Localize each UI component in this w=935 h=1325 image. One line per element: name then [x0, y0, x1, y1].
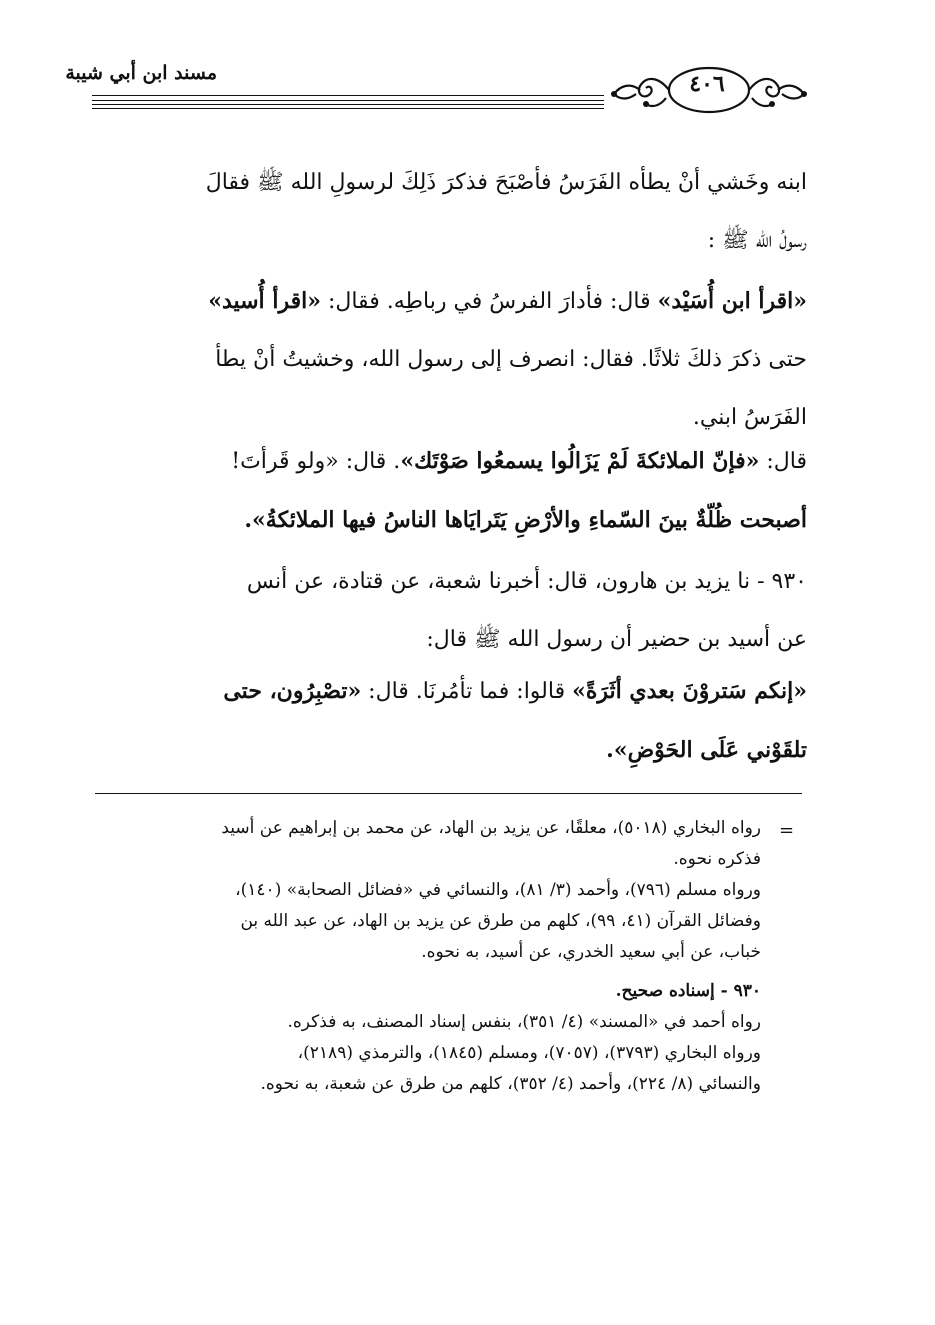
footnote-line: رواه أحمد في «المسند» (٤/ ٣٥١)، بنفس إسناد المصنف، به فذكره. [287, 1012, 761, 1032]
quote-bold: «فإنّ الملائكةَ لَمْ يَزَالُوا يسمعُوا صَوْتَك» [400, 448, 760, 474]
paragraph [95, 272, 807, 447]
footnote-line: خباب، عن أبي سعيد الخدري، عن أسيد، به نحوه. [421, 942, 761, 962]
footnote-line: والنسائي (٨/ ٢٢٤)، وأحمد (٤/ ٣٥٢)، كلهم من طرق عن شعبة، به نحوه. [260, 1074, 761, 1094]
footnote-line: ورواه مسلم (٧٩٦)، وأحمد (٣/ ٨١)، والنسائي في «فضائل الصحابة» (١٤٠)، [235, 880, 761, 900]
text-line: «اقرأ ابن أُسَيْد» قال: فأدارَ الفرسُ في رباطِه. فقال: «اقرأ أُسيد» [208, 288, 807, 314]
footnote-separator [95, 793, 802, 794]
page-number: ٤٠٦ [689, 71, 725, 97]
running-head-title: مسند ابن أبي شيبة [65, 62, 217, 84]
text-line: عن أسيد بن حضير أن رسول الله ﷺ قال: [426, 627, 807, 652]
paragraph [95, 154, 807, 270]
quote-bold: «اقرأ ابن أُسَيْد» [657, 288, 807, 314]
quote-bold: «تصْبِرُون، حتى [223, 678, 362, 704]
footnote-line: رواه البخاري (٥٠١٨)، معلقًا، عن يزيد بن الهاد، عن محمد بن إبراهيم عن أسيد [221, 818, 761, 838]
quote-bold: «اقرأ أُسيد» [208, 288, 321, 314]
text-line: ابنه وخَشي أنْ يطأه الفَرَسُ فأصْبَحَ فذكرَ ذَلِكَ لرسولِ الله ﷺ فقالَ [205, 170, 807, 195]
footnote-line: فذكره نحوه. [673, 849, 761, 869]
header-rule [92, 104, 604, 105]
header-rule [92, 108, 604, 109]
text-line: «إنكم سَتروْنَ بعدي أثَرَةً» قالوا: فما تأمُرنَا. قال: «تصْبِرُون، حتى [223, 678, 807, 704]
text-line: تلقَوْني عَلَى الحَوْضِ». [606, 737, 807, 763]
text-line: الفَرَسُ ابني. [692, 405, 807, 430]
paragraph [95, 662, 807, 779]
quote-text: «ولو قَرأتَ! [231, 449, 339, 474]
text-line: حتى ذكرَ ذلكَ ثلاثًا. فقال: انصرف إلى رسول الله، وخشيتُ أنْ يطأ [215, 347, 807, 372]
text-line: قال: «فإنّ الملائكةَ لَمْ يَزَالُوا يسمعُوا صَوْتَك». قال: «ولو قَرأتَ! [231, 448, 807, 474]
footnote-line: وفضائل القرآن (٤١، ٩٩)، كلهم من طرق عن يزيد بن الهاد، عن عبد الله بن [240, 911, 761, 931]
paragraph [95, 432, 807, 549]
header-rule [92, 100, 604, 101]
header-rule [92, 95, 604, 96]
footnote-heading: ٩٣٠ - إسناده صحيح. [615, 981, 761, 1001]
paragraph-hadith-930 [95, 553, 807, 669]
quote-bold: «إنكم سَتروْنَ بعدي أثَرَةً» [572, 678, 807, 704]
footnotes [97, 813, 761, 1100]
continuation-mark: = [779, 820, 795, 841]
text-line: أصبحت ظُلّةٌ بينَ السّماءِ والأرْضِ يَتَرايَاها الناسُ فيها الملائكةُ». [244, 507, 807, 533]
text-line: ٩٣٠ - نا يزيد بن هارون، قال: أخبرنا شعبة، عن قتادة، عن أنس [246, 569, 807, 594]
footnote-line: ورواه البخاري (٣٧٩٣)، (٧٠٥٧)، ومسلم (١٨٤٥)، والترمذي (٢١٨٩)، [297, 1043, 761, 1063]
text-line: رسولُ الله ﷺ : [707, 228, 807, 253]
